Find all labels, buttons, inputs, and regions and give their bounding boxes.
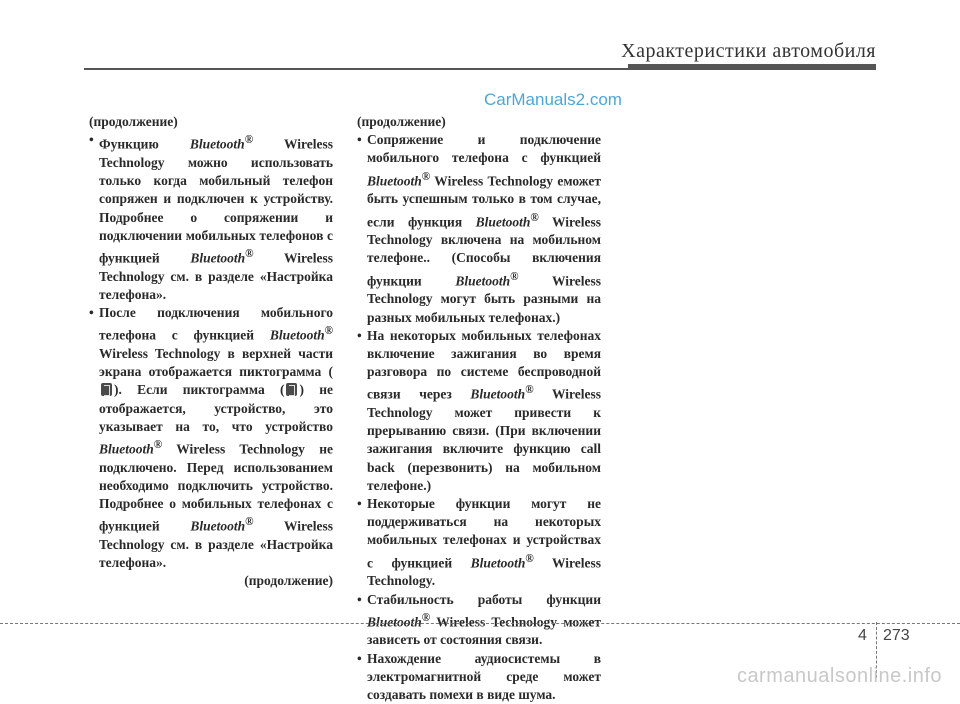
- page-number: 273: [883, 627, 910, 644]
- header-rule: [84, 68, 876, 70]
- right-bullet-2: • На некоторых мобильных телефонах включение зажигания во время разговора по системе беспроводной связи через Bluetooth® Wireless Technology может привести к прерыванию связи. (При включении зажигания включите функцию call back (перезвонить) на мобильном телефоне.): [357, 327, 601, 495]
- continued-label-bottom: (продолжение): [244, 573, 333, 589]
- right-bullet-5: • Нахождение аудиосистемы в электромагнитной среде может создавать помехи в виде шума.: [357, 650, 601, 704]
- left-bullet-2: • После подключения мобильного телефона с функцией Bluetooth® Wireless Technology в верхней части экрана отображается пиктограмма (). Если пиктограмма ( ) не отображается, устройство, это указывает на то, что устройство Bluetooth® Wireless Technology не подключено. Перед использованием необходимо подключить устройство. Подробнее о мобильных телефонах с функцией Bluetooth® Wireless Technology см. в разделе «Настройка телефона».: [89, 304, 333, 572]
- watermark-top: CarManuals2.com: [484, 90, 622, 109]
- right-bullet-3: • Некоторые функции могут не поддерживаться на некоторых мобильных телефонах и устройствах с функцией Bluetooth® Wireless Technology.: [357, 495, 601, 591]
- left-column: [89, 113, 333, 591]
- chapter-number: 4: [858, 627, 867, 644]
- header-title: Характеристики автомобиля: [621, 40, 876, 62]
- watermark-bottom: carmanualsonline.info: [736, 665, 942, 687]
- left-bullet-1: • Функцию Bluetooth® Wireless Technology можно использовать только когда мобильный телефон сопряжен и подключен к устройству. Подробнее о сопряжении и подключении мобильных телефонов с функцией Bluetooth® Wireless Technology см. в разделе «Настройка телефона».: [89, 131, 333, 304]
- right-bullet-4: • Стабильность работы функции Bluetooth® Wireless Technology может зависеть от состояния связи.: [357, 591, 601, 650]
- bluetooth-connected-icon-2: [286, 383, 297, 396]
- right-column: [357, 113, 601, 704]
- continued-label-top: (продолжение): [89, 114, 178, 129]
- right-bullet-1: • Сопряжение и подключение мобильного телефона с функцией Bluetooth® Wireless Technology еможет быть успешным только в том случае, если функция Bluetooth® Wireless Technology включена на мобильном телефоне.. (Способы включения функции Bluetooth® Wireless Technology могут быть разными на разных мобильных телефонах.): [357, 131, 601, 327]
- continued-label-right: (продолжение): [357, 114, 446, 129]
- bluetooth-connected-icon: [101, 383, 112, 396]
- footer-dashed-rule: [0, 623, 960, 624]
